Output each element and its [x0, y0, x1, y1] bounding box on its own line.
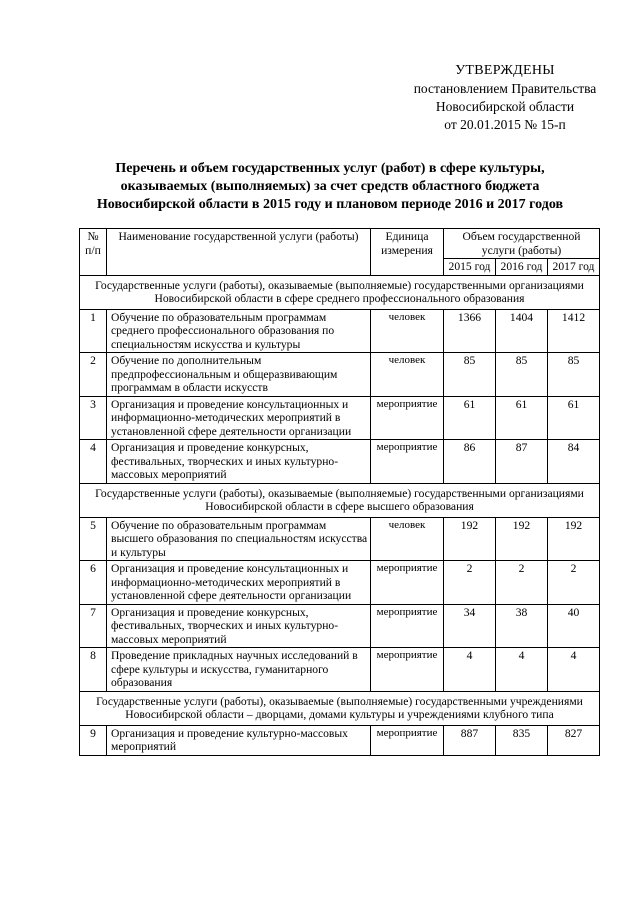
- row-name: Обучение по дополнительным предпрофессиональным и общеразвивающим программам в области искусств: [107, 353, 371, 397]
- document-title: [60, 160, 600, 214]
- row-name: Организация и проведение конкурсных, фестивальных, творческих и иных культурно-массовых мероприятий: [107, 440, 371, 484]
- row-value-2016: 835: [496, 725, 548, 755]
- row-num: 2: [80, 353, 107, 397]
- row-name: Организация и проведение консультационных и информационно-методических мероприятий в установленной сфере деятельности организации: [107, 561, 371, 605]
- row-name: Организация и проведение конкурсных, фестивальных, творческих и иных культурно-массовых мероприятий: [107, 604, 371, 648]
- row-unit: мероприятие: [371, 440, 444, 484]
- table-row: [80, 561, 600, 605]
- row-name: Обучение по образовательным программам среднего профессионального образования по специальностям искусства и культуры: [107, 309, 371, 353]
- table-row: [80, 604, 600, 648]
- row-value-2016: 38: [496, 604, 548, 648]
- row-num: 7: [80, 604, 107, 648]
- row-value-2015: 4: [444, 648, 496, 692]
- row-num: 4: [80, 440, 107, 484]
- row-num: 3: [80, 396, 107, 440]
- row-value-2015: 61: [444, 396, 496, 440]
- section-title: Государственные услуги (работы), оказываемые (выполняемые) государственными организациями Новосибирской области в сфере высшего образования: [80, 483, 600, 517]
- row-unit: мероприятие: [371, 396, 444, 440]
- row-value-2016: 1404: [496, 309, 548, 353]
- table-row: [80, 309, 600, 353]
- section-row: [80, 691, 600, 725]
- row-unit: человек: [371, 353, 444, 397]
- row-value-2017: 1412: [548, 309, 600, 353]
- header-volume: Объем государственной услуги (работы): [444, 229, 600, 259]
- title-line: Новосибирской области в 2015 году и плановом периоде 2016 и 2017 годов: [96, 197, 564, 212]
- row-value-2015: 192: [444, 517, 496, 561]
- title-line: Перечень и объем государственных услуг (работ) в сфере культуры,: [115, 161, 545, 176]
- row-value-2017: 61: [548, 396, 600, 440]
- table-row: [80, 517, 600, 561]
- row-unit: человек: [371, 309, 444, 353]
- row-num: 6: [80, 561, 107, 605]
- row-value-2015: 887: [444, 725, 496, 755]
- approval-date: от 20.01.2015 № 15-п: [444, 117, 566, 132]
- row-unit: мероприятие: [371, 648, 444, 692]
- title-line: оказываемых (выполняемых) за счет средств областного бюджета: [120, 179, 540, 194]
- row-unit: человек: [371, 517, 444, 561]
- row-unit: мероприятие: [371, 561, 444, 605]
- row-name: Обучение по образовательным программам высшего образования по специальностям искусства и культуры: [107, 517, 371, 561]
- row-num: 5: [80, 517, 107, 561]
- row-value-2016: 2: [496, 561, 548, 605]
- section-row: [80, 483, 600, 517]
- row-value-2015: 2: [444, 561, 496, 605]
- row-num: 8: [80, 648, 107, 692]
- row-unit: мероприятие: [371, 725, 444, 755]
- row-value-2015: 34: [444, 604, 496, 648]
- row-value-2015: 85: [444, 353, 496, 397]
- approval-line: Новосибирской области: [435, 99, 575, 114]
- row-value-2016: 4: [496, 648, 548, 692]
- header-year-2017: 2017 год: [548, 259, 600, 276]
- header-name: Наименование государственной услуги (работы): [107, 229, 371, 276]
- services-table: [79, 228, 600, 756]
- row-value-2016: 192: [496, 517, 548, 561]
- row-name: Проведение прикладных научных исследований в сфере культуры и искусства, гуманитарного образования: [107, 648, 371, 692]
- row-unit: мероприятие: [371, 604, 444, 648]
- row-value-2016: 61: [496, 396, 548, 440]
- table-row: [80, 725, 600, 755]
- row-value-2017: 827: [548, 725, 600, 755]
- row-value-2015: 1366: [444, 309, 496, 353]
- table-row: [80, 440, 600, 484]
- section-row: [80, 275, 600, 309]
- approval-stamp: [380, 62, 630, 134]
- row-value-2016: 87: [496, 440, 548, 484]
- header-num: № п/п: [80, 229, 107, 276]
- section-title: Государственные услуги (работы), оказываемые (выполняемые) государственными учреждениями Новосибирской области – дворцами, домами культуры и учреждениями клубного типа: [80, 691, 600, 725]
- approval-line: постановлением Правительства: [413, 81, 597, 96]
- header-year-2015: 2015 год: [444, 259, 496, 276]
- row-value-2015: 86: [444, 440, 496, 484]
- table-row: [80, 648, 600, 692]
- row-value-2017: 2: [548, 561, 600, 605]
- row-name: Организация и проведение консультационных и информационно-методических мероприятий в установленной сфере деятельности организации: [107, 396, 371, 440]
- row-value-2017: 85: [548, 353, 600, 397]
- header-unit: Единица измерения: [371, 229, 444, 276]
- row-value-2016: 85: [496, 353, 548, 397]
- row-value-2017: 4: [548, 648, 600, 692]
- row-num: 9: [80, 725, 107, 755]
- table-row: [80, 353, 600, 397]
- section-title: Государственные услуги (работы), оказываемые (выполняемые) государственными организациями Новосибирской области в сфере среднего профессионального образования: [80, 275, 600, 309]
- row-value-2017: 40: [548, 604, 600, 648]
- approval-heading: УТВЕРЖДЕНЫ: [455, 63, 555, 78]
- row-value-2017: 192: [548, 517, 600, 561]
- row-num: 1: [80, 309, 107, 353]
- header-year-2016: 2016 год: [496, 259, 548, 276]
- row-value-2017: 84: [548, 440, 600, 484]
- row-name: Организация и проведение культурно-массовых мероприятий: [107, 725, 371, 755]
- table-row: [80, 396, 600, 440]
